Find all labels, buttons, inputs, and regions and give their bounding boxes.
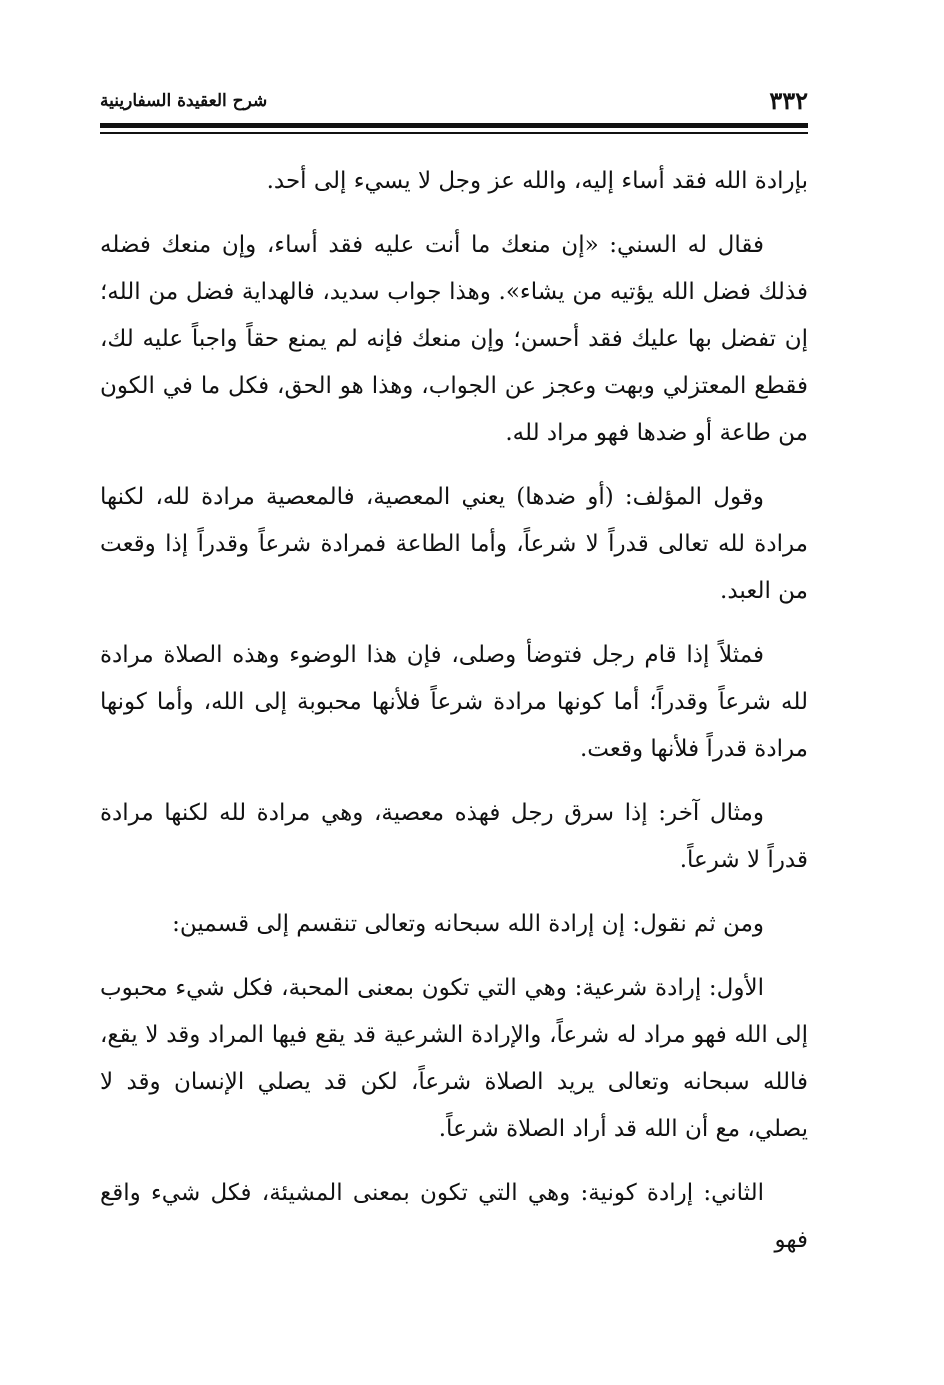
paragraph: ومن ثم نقول: إن إرادة الله سبحانه وتعالى تنقسم إلى قسمين: xyxy=(172,911,764,937)
header-rule-thick xyxy=(100,123,808,128)
paragraph: الأول: إرادة شرعية: وهي التي تكون بمعنى المحبة، فكل شيء محبوب إلى الله فهو مراد له شرعاً، والإرادة الشرعية قد يقع فيها المراد وقد لا يقع، فالله سبحانه وتعالى يريد الصلاة شرعاً، لكن قد يصلي الإنسان وقد لا يصلي، مع أن الله قد أراد الصلاة شرعاً. xyxy=(100,975,808,1142)
page-number: ٣٣٢ xyxy=(769,86,808,115)
body-text xyxy=(100,158,808,1281)
paragraph: ومثال آخر: إذا سرق رجل فهذه معصية، وهي مرادة لله لكنها مرادة قدراً لا شرعاً. xyxy=(100,800,808,873)
paragraph: الثاني: إرادة كونية: وهي التي تكون بمعنى المشيئة، فكل شيء واقع فهو xyxy=(100,1180,808,1253)
paragraph: فقال له السني: «إن منعك ما أنت عليه فقد أساء، وإن منعك فضله فذلك فضل الله يؤتيه من يشاء». وهذا جواب سديد، فالهداية فضل من الله؛ إن تفضل بها عليك فقد أحسن؛ وإن منعك فإنه لم يمنع حقاً واجباً عليه لك، فقطع المعتزلي وبهت وعجز عن الجواب، وهذا هو الحق، فكل ما في الكون من طاعة أو ضدها فهو مراد لله. xyxy=(100,232,808,446)
paragraph: فمثلاً إذا قام رجل فتوضأ وصلى، فإن هذا الوضوء وهذه الصلاة مرادة لله شرعاً وقدراً؛ أما كونها مرادة شرعاً فلأنها محبوبة إلى الله، وأما كونها مرادة قدراً فلأنها وقعت. xyxy=(100,642,808,762)
header-rule-thin xyxy=(100,132,808,134)
book-title: شرح العقيدة السفارينية xyxy=(100,91,268,111)
running-header xyxy=(100,86,808,116)
paragraph: وقول المؤلف: (أو ضدها) يعني المعصية، فالمعصية مرادة لله، لكنها مرادة لله تعالى قدراً لا شرعاً، وأما الطاعة فمرادة شرعاً وقدراً إذا وقعت من العبد. xyxy=(100,484,808,604)
paragraph: بإرادة الله فقد أساء إليه، والله عز وجل لا يسيء إلى أحد. xyxy=(266,168,808,194)
